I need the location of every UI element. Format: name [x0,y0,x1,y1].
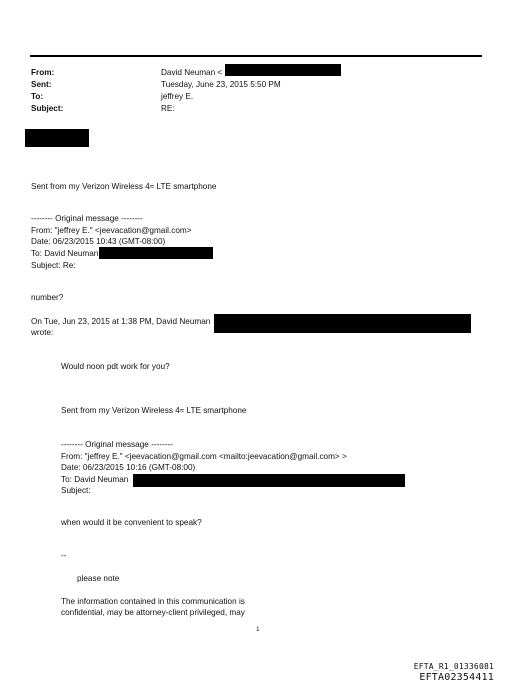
disclaimer-line-1: The information contained in this communication is [61,597,245,606]
from-value: David Neuman < [161,68,223,77]
original-to-line: To: David Neuman [31,249,99,258]
original-message-divider: -------- Original message -------- [31,214,143,223]
quoted-from-line: From: "jeffrey E." <jeevacation@gmail.com <mailto:jeevacation@gmail.com> > [61,452,347,461]
bates-number-r1: EFTA_R1_01336081 [413,662,494,671]
to-value: jeffrey E. [161,92,194,101]
original-from-line: From: "jeffrey E." <jeevacation@gmail.com> [31,226,192,235]
signature-line: Sent from my Verizon Wireless 4≈ LTE smartphone [31,182,217,191]
on-date-line: On Tue, Jun 23, 2015 at 1:38 PM, David Neuman [31,317,211,326]
redaction-from-email [225,64,341,76]
noon-line: Would noon pdt work for you? [61,362,170,371]
please-note-line: please note [77,574,120,583]
to-label: To: [31,92,44,101]
quoted-subject-line: Subject: [61,486,91,495]
redaction-wrote-email [214,314,471,333]
page-number: 1 [256,626,260,633]
disclaimer-line-2: confidential, may be attorney-client privileged, may [61,608,245,617]
quoted-original-divider: -------- Original message -------- [61,440,173,449]
quoted-date-line: Date: 06/23/2015 10:16 (GMT-08:00) [61,463,196,472]
convenient-line: when would it be convenient to speak? [61,518,202,527]
redaction-to-email [99,247,213,259]
from-label: From: [31,68,55,77]
header-rule [30,55,482,57]
quoted-to-line: To: David Neuman [61,475,129,484]
bates-number: EFTA02354411 [419,672,494,683]
wrote-line: wrote: [31,328,54,337]
number-line: number? [31,293,64,302]
sent-label: Sent: [31,80,52,89]
dash-separator: -- [61,551,67,560]
redaction-quoted-to-email [133,474,405,487]
subject-label: Subject: [31,104,64,113]
redaction-body-top [25,129,89,147]
original-date-line: Date: 06/23/2015 10:43 (GMT-08:00) [31,237,166,246]
sent-value: Tuesday, June 23, 2015 5:50 PM [161,80,281,89]
quoted-signature-line: Sent from my Verizon Wireless 4≈ LTE smartphone [61,406,247,415]
original-subject-line: Subject: Re: [31,261,76,270]
subject-value: RE: [161,104,175,113]
